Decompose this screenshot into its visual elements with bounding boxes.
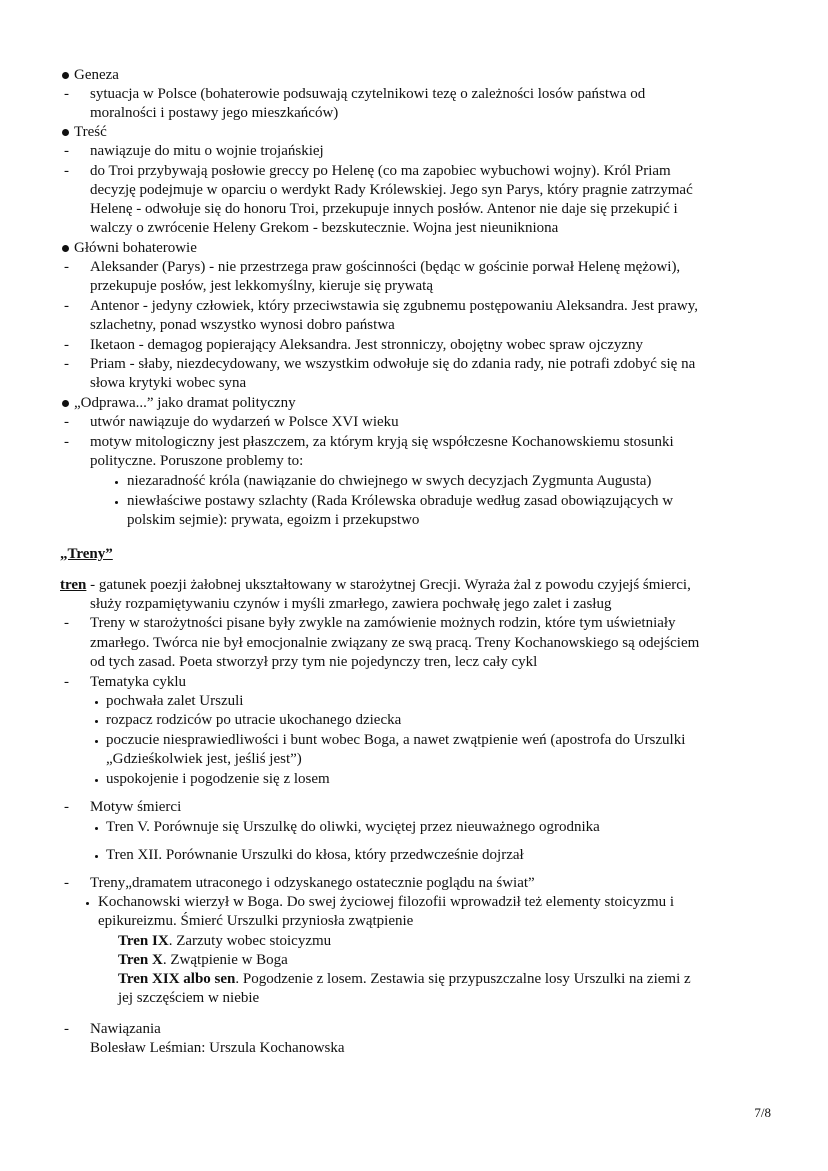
- dash-marker: -: [64, 298, 69, 314]
- bullet-icon: [62, 400, 69, 407]
- dash-marker: -: [64, 414, 69, 430]
- text-line: jej szczęściem w niebie: [118, 990, 260, 1006]
- text-line: słowa krytyki wobec syna: [90, 375, 247, 391]
- text-line: Priam - słaby, niezdecydowany, we wszystkim odwołuje się do zdania rady, nie potrafi zdobyć się na: [90, 356, 696, 372]
- sub-bullet-icon: [115, 481, 118, 484]
- text-line: od tych zasad. Poeta stworzył przy tym nie pojedynczy tren, lecz cały cykl: [90, 654, 538, 670]
- text-line: poczucie niesprawiedliwości i bunt wobec Boga, a nawet zwątpienie weń (apostrofa do Urszulki: [106, 732, 686, 748]
- page-number: 7/8: [754, 1105, 771, 1120]
- tren-entry: [118, 970, 691, 989]
- heading-treny: „Treny”: [60, 546, 113, 562]
- text-line: moralności i postawy jego mieszkańców): [90, 105, 339, 121]
- dash-marker: -: [64, 86, 69, 102]
- sub-bullet-icon: [95, 827, 98, 830]
- text-line: szlachetny, ponad wszystko wynosi dobro państwa: [90, 317, 395, 333]
- tren-description: . Pogodzenie z losem. Zestawia się przypuszczalne losy Urszulki na ziemi z: [235, 971, 691, 987]
- dash-marker: -: [64, 259, 69, 275]
- dash-marker: -: [64, 434, 69, 450]
- sub-bullet-icon: [86, 902, 89, 905]
- text-line: walczy o zwrócenie Heleny Grekom - bezskutecznie. Wojna jest nieunikniona: [90, 220, 559, 236]
- dash-marker: -: [64, 356, 69, 372]
- text-line: „Gdzieśkolwiek jest, jeśliś jest”): [106, 751, 302, 767]
- bullet-icon: [62, 72, 69, 79]
- text-line: sytuacja w Polsce (bohaterowie podsuwają czytelnikowi tezę o zależności losów państwa od: [90, 86, 646, 102]
- text-line: Tren XII. Porównanie Urszulki do kłosa, który przedwcześnie dojrzał: [106, 847, 524, 863]
- text-line: uspokojenie i pogodzenie się z losem: [106, 771, 330, 787]
- dash-marker: -: [64, 674, 69, 690]
- subsection-title-nawiazania: Nawiązania: [90, 1021, 161, 1037]
- bullet-icon: [62, 129, 69, 136]
- definition-text: - gatunek poezji żałobnej ukształtowany w starożytnej Grecji. Wyraża żal z powodu czyjejś śmierci,: [86, 577, 691, 593]
- sub-bullet-icon: [95, 720, 98, 723]
- subsection-title-smierc: Motyw śmierci: [90, 799, 182, 815]
- tren-entry: [118, 932, 331, 951]
- tren-entry: [118, 951, 288, 970]
- text-line: rozpacz rodziców po utracie ukochanego dziecka: [106, 712, 402, 728]
- subsection-title-tematyka: Tematyka cyklu: [90, 674, 186, 690]
- text-line: decyzję podejmuje w oparciu o werdykt Rady Królewskiej. Jego syn Parys, który pragnie zatrzymać: [90, 182, 693, 198]
- text-line: Treny w starożytności pisane były zwykle na zamówienie możnych rodzin, które tym uświetniały: [90, 615, 676, 631]
- text-line: Kochanowski wierzył w Boga. Do swej życiowej filozofii wprowadził też elementy stoicyzmu i: [98, 894, 675, 910]
- dash-marker: -: [64, 143, 69, 159]
- text-line: służy rozpamiętywaniu czynów i myśli zmarłego, zawiera pochwałę jego zalet i zasług: [90, 596, 612, 612]
- section-title-odprawa: „Odprawa...” jako dramat polityczny: [74, 395, 296, 411]
- section-title-bohaterowie: Główni bohaterowie: [74, 240, 197, 256]
- dash-marker: -: [64, 337, 69, 353]
- text-line: polskim sejmie): prywata, egoizm i przekupstwo: [127, 512, 420, 528]
- definition-line: [60, 576, 691, 595]
- sub-bullet-icon: [95, 740, 98, 743]
- text-line: epikureizmu. Śmierć Urszulki przyniosła zwątpienie: [98, 913, 414, 929]
- text-line: Bolesław Leśmian: Urszula Kochanowska: [90, 1040, 345, 1056]
- text-line: Antenor - jedyny człowiek, który przeciwstawia się zgubnemu postępowaniu Aleksandra. Jest prawy,: [90, 298, 699, 314]
- tren-name: Tren IX: [118, 933, 169, 949]
- text-line: pochwała zalet Urszuli: [106, 693, 244, 709]
- dash-marker: -: [64, 615, 69, 631]
- subsection-title-dramat: Treny„dramatem utraconego i odzyskanego ostatecznie poglądu na świat”: [90, 875, 535, 891]
- tren-description: . Zarzuty wobec stoicyzmu: [168, 933, 332, 949]
- text-line: Tren V. Porównuje się Urszulkę do oliwki, wyciętej przez nieuważnego ogrodnika: [106, 819, 600, 835]
- text-line: nawiązuje do mitu o wojnie trojańskiej: [90, 143, 324, 159]
- bullet-icon: [62, 245, 69, 252]
- sub-bullet-icon: [95, 779, 98, 782]
- tren-name: Tren X: [118, 952, 163, 968]
- text-line: motyw mitologiczny jest płaszczem, za którym kryją się współczesne Kochanowskiemu stosunki: [90, 434, 674, 450]
- dash-marker: -: [64, 163, 69, 179]
- dash-marker: -: [64, 799, 69, 815]
- sub-bullet-icon: [115, 501, 118, 504]
- text-line: polityczne. Poruszone problemy to:: [90, 453, 304, 469]
- tren-description: . Zwątpienie w Boga: [162, 952, 288, 968]
- text-line: niezaradność króla (nawiązanie do chwiejnego w swych decyzjach Zygmunta Augusta): [127, 473, 652, 489]
- sub-bullet-icon: [95, 855, 98, 858]
- text-line: Iketaon - demagog popierający Aleksandra. Jest stronniczy, obojętny wobec spraw ojczyzny: [90, 337, 644, 353]
- text-line: niewłaściwe postawy szlachty (Rada Królewska obraduje według zasad obowiązujących w: [127, 493, 674, 509]
- section-title-tresc: Treść: [74, 124, 107, 140]
- dash-marker: -: [64, 1021, 69, 1037]
- section-title-geneza: Geneza: [74, 67, 119, 83]
- sub-bullet-icon: [95, 701, 98, 704]
- text-line: do Troi przybywają posłowie greccy po Helenę (co ma zapobiec wybuchowi wojny). Król Priam: [90, 163, 671, 179]
- text-line: przekupuje posłów, jest lekkomyślny, kieruje się prywatą: [90, 278, 433, 294]
- dash-marker: -: [64, 875, 69, 891]
- text-line: zmarłego. Twórca nie był emocjonalnie związany ze swą pracą. Treny Kochanowskiego są odejściem: [90, 635, 700, 651]
- text-line: Helenę - odwołuje się do honoru Troi, przekupuje innych posłów. Antenor nie daje się przekupić i: [90, 201, 678, 217]
- definition-term: tren: [60, 577, 87, 593]
- tren-name: Tren XIX albo sen: [118, 971, 236, 987]
- text-line: utwór nawiązuje do wydarzeń w Polsce XVI wieku: [90, 414, 399, 430]
- text-line: Aleksander (Parys) - nie przestrzega praw gościnności (będąc w gościnie porwał Helenę mężowi),: [90, 259, 681, 275]
